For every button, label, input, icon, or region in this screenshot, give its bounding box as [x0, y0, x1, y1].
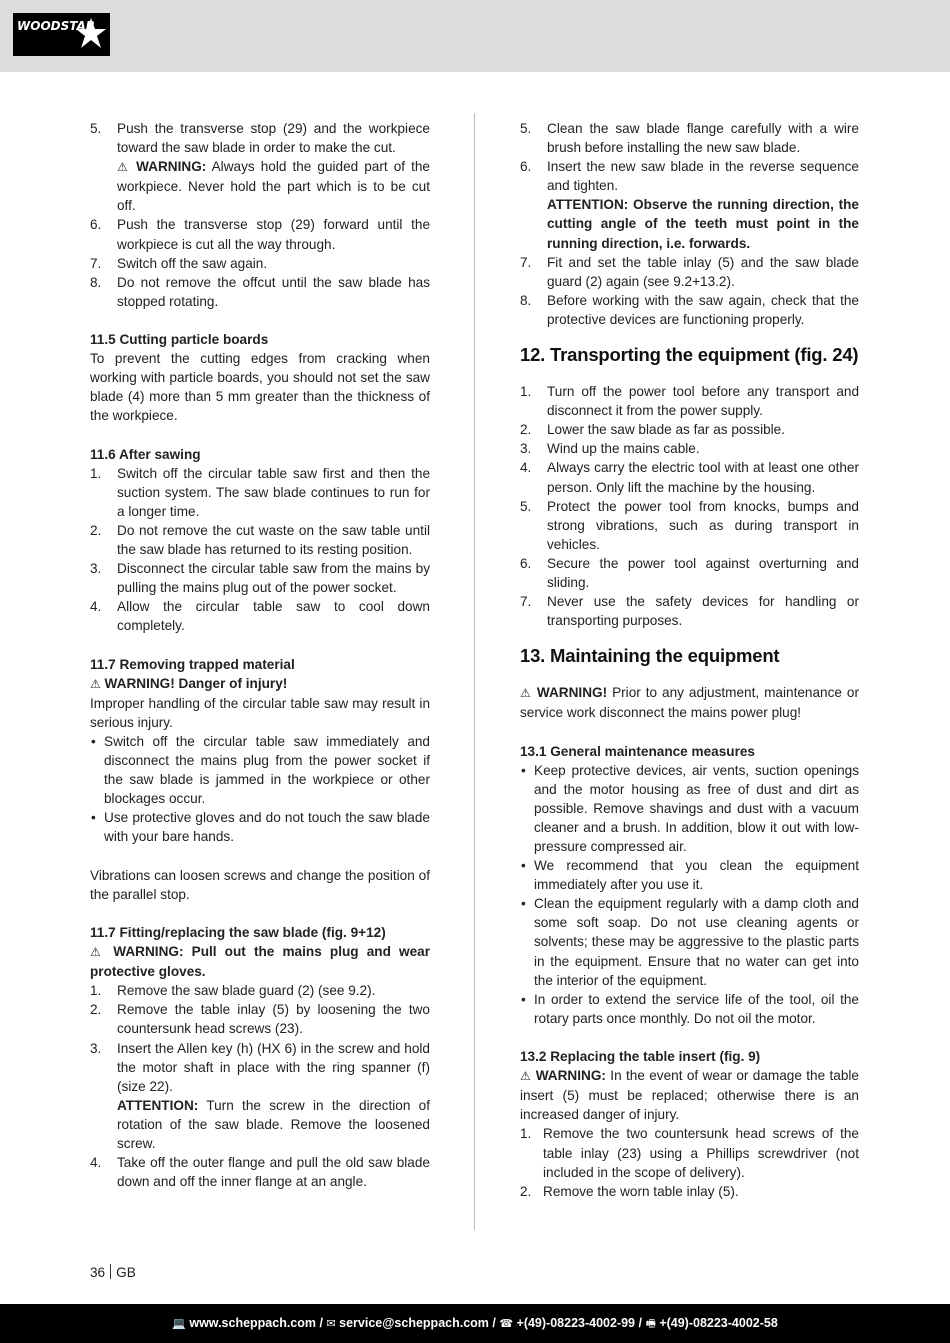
section-heading-11-5: 11.5 Cutting particle boards: [90, 332, 269, 348]
paragraph: To prevent the cutting edges from cracking when working with particle boards, you should not set the saw blade (4) more than 5 mm greater than the thickness of the workpiece.: [90, 351, 430, 424]
warning-icon: ⚠: [520, 686, 532, 701]
right-column: [520, 119, 859, 1201]
list-item: 3. Insert the Allen key (h) (HX 6) in the screw and hold the motor shaft in place with the ring spanner (f) (size 22). ATTENTION: Turn the screw in the direction of rotation of the saw blade. Remove the loosened screw.: [90, 1040, 430, 1151]
warning-paragraph: ⚠ WARNING! Prior to any adjustment, maintenance or service work disconnect the mains power plug!: [520, 685, 859, 721]
list-item: 6. Secure the power tool against overturning and sliding.: [520, 555, 859, 590]
section-heading-13-2: 13.2 Replacing the table insert (fig. 9): [520, 1049, 761, 1065]
list-item: 1. Switch off the circular table saw first and then the suction system. The saw blade continues to run for a longer time.: [90, 465, 430, 519]
list-item: 4. Take off the outer flange and pull the old saw blade down and off the inner flange at an angle.: [90, 1155, 430, 1190]
warning-icon: ⚠: [520, 1069, 532, 1084]
list-item: • Switch off the circular table saw immediately and disconnect the mains plug from the power socket if the saw blade is jammed in the workpiece or other blockages occur.: [91, 734, 430, 807]
mail-icon: ✉: [326, 1317, 336, 1330]
bullet-list-maintenance: [520, 761, 859, 1028]
logo-text: WOODSTAR: [17, 19, 96, 33]
steps-list-table-insert: [520, 1124, 859, 1200]
list-item: • Keep protective devices, air vents, suction openings and the motor housing as free of dust and dirt as possible. Remove shavings and dust with a vacuum cleaner and a brush. In addition, blow it out with low-pressure compressed air.: [521, 762, 859, 854]
page-number: 36 GB: [90, 1265, 136, 1280]
contact-bar: 💻 www.scheppach.com / ✉ service@scheppach.com / ☎ +(49)-08223-4002-99 / 🖷 +(49)-08223-4002-58: [0, 1304, 950, 1343]
list-item: • Clean the equipment regularly with a damp cloth and some soft soap. Do not use cleaning agents or solvents; these may be aggressive to the plastic parts in the equipment. Ensure that no water can get into the interior of the equipment.: [521, 896, 859, 988]
fax-number: +(49)-08223-4002-58: [659, 1316, 778, 1330]
bullet-list-trapped: [90, 732, 430, 847]
section-heading-13-1: 13.1 General maintenance measures: [520, 743, 755, 759]
list-item: • We recommend that you clean the equipment immediately after you use it.: [521, 858, 859, 893]
warning-icon: ⚠: [117, 160, 131, 175]
steps-list-transport: [520, 382, 859, 630]
paragraph: Improper handling of the circular table saw may result in serious injury.: [90, 695, 430, 730]
column-divider: [474, 113, 475, 1230]
email-link[interactable]: service@scheppach.com: [339, 1316, 489, 1330]
header-bar: [0, 0, 950, 72]
left-column: [90, 119, 430, 1191]
website-link[interactable]: www.scheppach.com: [189, 1316, 317, 1330]
section-heading-12: 12. Transporting the equipment (fig. 24): [520, 344, 859, 366]
section-heading-13: 13. Maintaining the equipment: [520, 645, 780, 667]
phone-icon: ☎: [499, 1317, 514, 1330]
list-item: 7. Switch off the saw again.: [90, 255, 268, 271]
section-heading-11-7: 11.7 Removing trapped material: [90, 656, 295, 672]
warning-line: ⚠ WARNING! Danger of injury!: [90, 675, 288, 691]
list-item: 1. Remove the saw blade guard (2) (see 9.2).: [90, 983, 376, 999]
computer-icon: 💻: [172, 1317, 186, 1330]
steps-list-after-sawing: [90, 464, 430, 636]
list-item: • In order to extend the service life of the tool, oil the rotary parts once monthly. Do not oil the motor.: [521, 991, 859, 1026]
star-icon: [75, 17, 107, 51]
list-item: 2. Remove the worn table inlay (5).: [520, 1183, 739, 1199]
list-item: 5. Protect the power tool from knocks, bumps and strong vibrations, such as during transport in vehicles.: [520, 498, 859, 552]
list-item: 7. Fit and set the table inlay (5) and the saw blade guard (2) again (see 9.2+13.2).: [520, 254, 859, 289]
warning-icon: ⚠: [90, 676, 101, 691]
steps-list-cutting: [90, 119, 430, 311]
warning-line: ⚠ WARNING: Pull out the mains plug and wear protective gloves.: [90, 944, 430, 980]
steps-list-replacing: [90, 981, 430, 1191]
list-item: 6. Insert the new saw blade in the reverse sequence and tighten. ATTENTION: Observe the running direction, the cutting angle of the teeth must point in the running direction, i.e. forwards.: [520, 159, 859, 251]
paragraph: Vibrations can loosen screws and change the position of the parallel stop.: [90, 867, 430, 902]
list-item: 7. Never use the safety devices for handling or transporting purposes.: [520, 594, 859, 629]
list-item: 2. Do not remove the cut waste on the saw table until the saw blade has returned to its resting position.: [90, 522, 430, 558]
list-item: 4. Always carry the electric tool with at least one other person. Only lift the machine by the housing.: [520, 460, 859, 495]
list-item: • Use protective gloves and do not touch the saw blade with your bare hands.: [91, 810, 430, 845]
list-item: 5. Clean the saw blade flange carefully with a wire brush before installing the new saw blade.: [520, 121, 859, 156]
list-item: 5. Push the transverse stop (29) and the workpiece toward the saw blade in order to make the cut. ⚠ WARNING: Always hold the guided part of the workpiece. Never hold the part which is to be cut off.: [90, 121, 430, 214]
section-heading-11-7-fitting: 11.7 Fitting/replacing the saw blade (fig. 9+12): [90, 924, 386, 940]
warning-icon: ⚠: [90, 945, 106, 960]
list-item: 4. Allow the circular table saw to cool down completely.: [90, 599, 430, 634]
steps-list-fitting-cont: [520, 119, 859, 329]
list-item: 6. Push the transverse stop (29) forward until the workpiece is cut all the way through.: [90, 217, 430, 252]
list-item: 8. Do not remove the offcut until the saw blade has stopped rotating.: [90, 274, 430, 309]
list-item: 2. Lower the saw blade as far as possible.: [520, 422, 786, 438]
fax-icon: 🖷: [645, 1317, 656, 1330]
list-item: 3. Disconnect the circular table saw from the mains by pulling the mains plug out of the power socket.: [90, 561, 430, 596]
list-item: 3. Wind up the mains cable.: [520, 441, 700, 457]
warning-paragraph: ⚠ WARNING: In the event of wear or damage the table insert (5) must be replaced; otherwise there is an increased danger of injury.: [520, 1068, 859, 1123]
list-item: 2. Remove the table inlay (5) by loosening the two countersunk head screws (23).: [90, 1002, 430, 1037]
list-item: 1. Remove the two countersunk head screws of the table inlay (23) using a Phillips screwdriver (not included in the scope of delivery).: [520, 1126, 859, 1180]
list-item: 8. Before working with the saw again, check that the protective devices are functioning properly.: [520, 292, 859, 327]
section-heading-11-6: 11.6 After sawing: [90, 446, 201, 462]
phone-number: +(49)-08223-4002-99: [516, 1316, 636, 1330]
woodstar-logo: [13, 13, 110, 56]
list-item: 1. Turn off the power tool before any transport and disconnect it from the power supply.: [520, 384, 859, 419]
